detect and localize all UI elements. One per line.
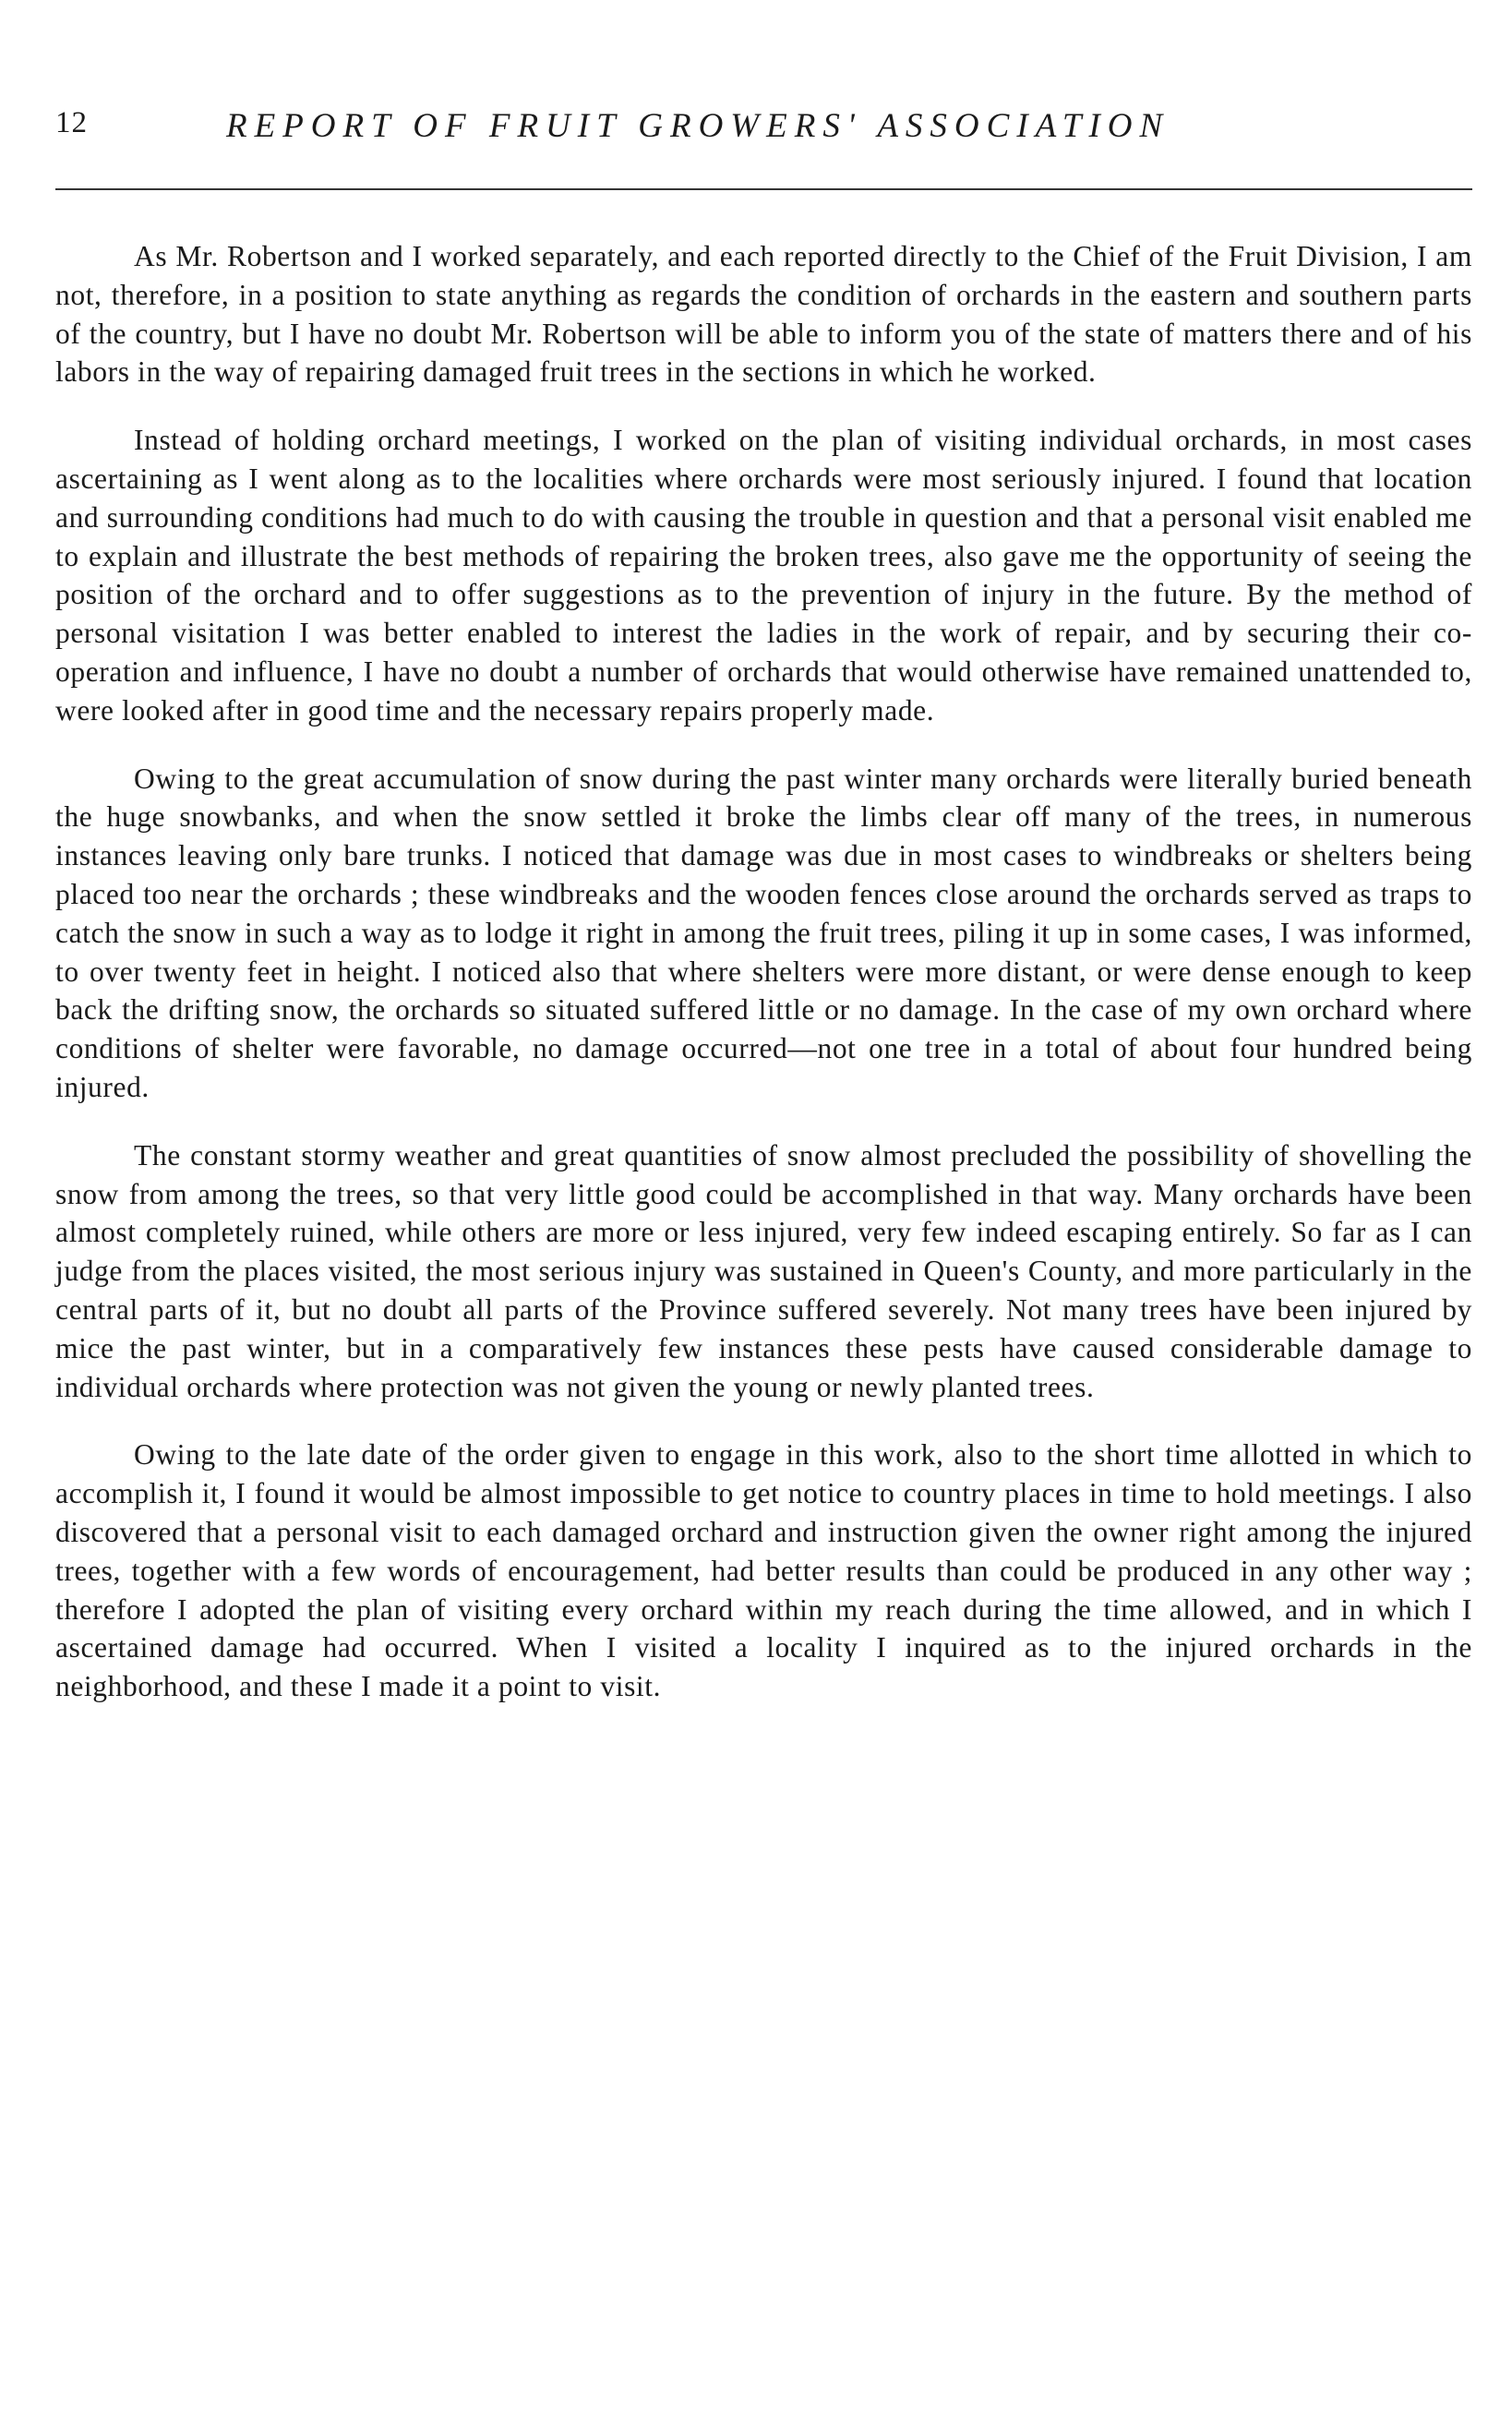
page-header [55, 106, 1472, 154]
paragraph: The constant stormy weather and great quantities of snow almost precluded the possibility of shovelling the snow from among the trees, so that very little good could be accomplished in that way. Many orchards have been almost completely ruined, while others are more or less injured, very few indeed escaping entirely. So far as I can judge from the places visited, the most serious injury was sustained in Queen's County, and more particularly in the central parts of it, but no doubt all parts of the Province suffered severely. Not many trees have been injured by mice the past winter, but in a comparatively few instances these pests have caused considerable damage to individual orchards where protection was not given the young or newly planted trees. [55, 1138, 1472, 1403]
paragraph: As Mr. Robertson and I worked separately, and each reported directly to the Chief of the Fruit Division, I am not, therefore, in a position to state anything as regards the condition of orchards in the eastern and southern parts of the country, but I have no doubt Mr. Robertson will be able to inform you of the state of matters there and of his labors in the way of repairing damaged fruit trees in the sections in which he worked. [55, 240, 1472, 389]
body-text [55, 237, 1472, 1736]
paragraph: Owing to the great accumulation of snow during the past winter many orchards were literally buried beneath the huge snowbanks, and when the snow settled it broke the limbs clear off many of the trees, in numerous instances leaving only bare trunks. I noticed that damage was due in most cases to windbreaks or shelters being placed too near the orchards ; these windbreaks and the wooden fences close around the orchards served as traps to catch the snow in such a way as to lodge it right in among the fruit trees, piling it up in some cases, I was informed, to over twenty feet in height. I noticed also that where shelters were more distant, or were dense enough to keep back the drifting snow, the orchards so situated suffered little or no damage. In the case of my own orchard where conditions of shelter were favorable, no damage occurred—not one tree in a total of about four hundred being injured. [55, 762, 1472, 1103]
running-title: REPORT OF FRUIT GROWERS' ASSOCIATION [226, 107, 1170, 145]
document-page [55, 106, 1472, 1703]
paragraph: Instead of holding orchard meetings, I worked on the plan of visiting individual orchards, in most cases ascertaining as I went along as to the localities where orchards were most seriously injured. I found that location and surrounding conditions had much to do with causing the trouble in question and that a personal visit enabled me to explain and illustrate the best methods of repairing the broken trees, also gave me the opportunity of seeing the position of the orchard and to offer suggestions as to the prevention of injury in the future. By the method of personal visitation I was better enabled to interest the ladies in the work of repair, and by securing their co-operation and influence, I have no doubt a number of orchards that would otherwise have remained unattended to, were looked after in good time and the necessary repairs properly made. [55, 424, 1472, 727]
page-number: 12 [55, 106, 88, 139]
paragraph: Owing to the late date of the order given to engage in this work, also to the short time allotted in which to accomplish it, I found it would be almost impossible to get notice to country places in time to hold meetings. I also discovered that a personal visit to each damaged orchard and instruction given the owner right among the injured trees, together with a few words of encouragement, had better results than could be produced in any other way ; therefore I adopted the plan of visiting every orchard within my reach during the time allowed, and in which I ascertained damage had occurred. When I visited a locality I inquired as to the injured orchards in the neighborhood, and these I made it a point to visit. [55, 1438, 1472, 1703]
header-divider [55, 188, 1472, 190]
